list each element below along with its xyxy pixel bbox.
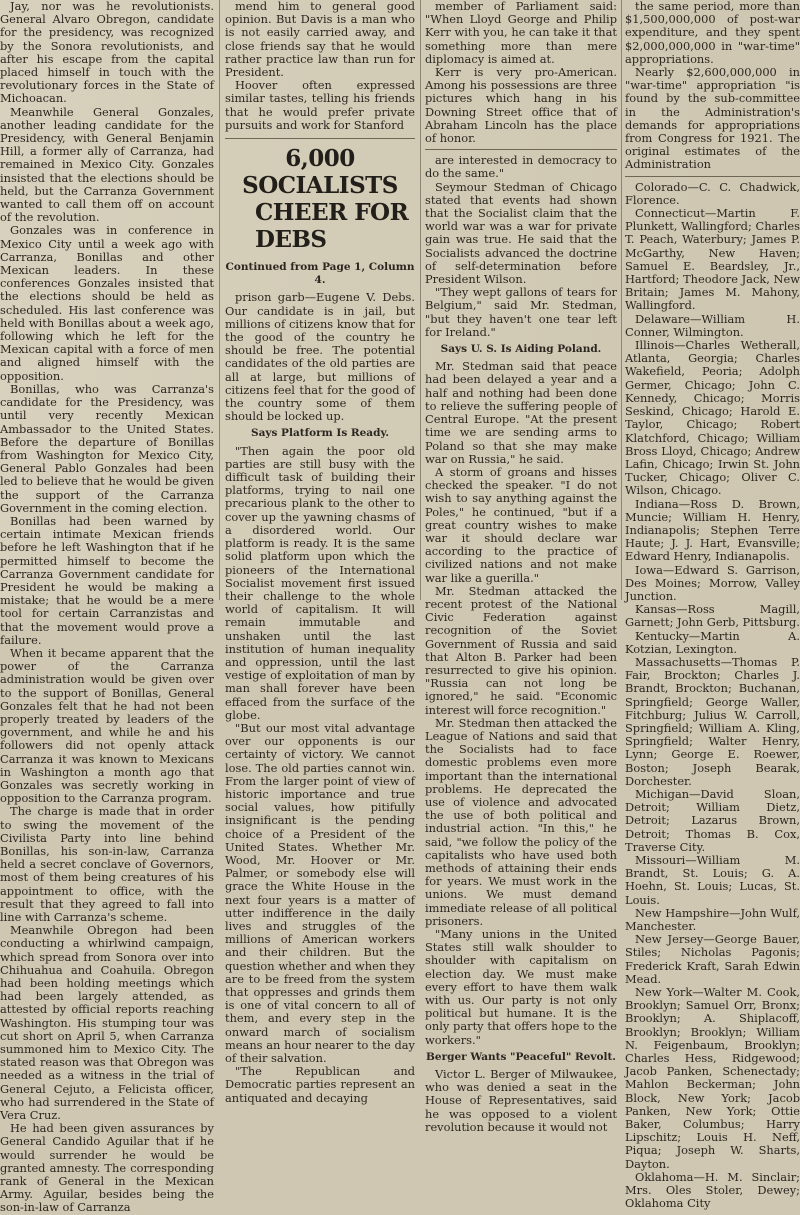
subheading: Berger Wants "Peaceful" Revolt. (426, 1050, 616, 1063)
delegate-list-entry: Massachusetts—Thomas P. Fair, Brockton; Charles J. Brandt, Brockton; Buchanan, Springfield; George Waller, Fitchburg; Julius W. Carroll, Springfield; William A. Kling, Springfield; Walter Henry, Lynn; George E. Roewer, Boston; Joseph Bearak, Dorchester. (625, 654, 800, 788)
delegate-list-entry: Delaware—William H. Conner, Wilmington. (625, 311, 800, 339)
delegate-list-entry: New York—Walter M. Cook, Brooklyn; Samuel Orr, Bronx; Brooklyn; A. Shiplacoff, Brooklyn; Brooklyn; William N. Feigenbaum, Brooklyn; Charles Hess, Ridgewood; Jacob Panken, Schenectady; Mahlon Beckerman; John Block, New York; Jacob Panken, New York; Ottie Baker, Columbus; Harry Lipschitz; Louis H. Neff, Piqua; Joseph W. Sharts, Dayton. (625, 985, 800, 1171)
column-1 (0, 0, 214, 1215)
delegate-list-entry: New Jersey—George Bauer, Stiles; Nicholas Pagonis; Frederick Kraft, Sarah Edwin Mead. (625, 932, 800, 986)
headline-line-2: CHEER FOR DEBS (255, 199, 409, 254)
article-paragraph: "They wept gallons of tears for Belgium," said Mr. Stedman, "but they haven't one tear left for Ireland." (425, 285, 617, 339)
subheading: Says U. S. Is Aiding Poland. (440, 343, 602, 356)
column-rule (621, 0, 622, 600)
delegate-list-entry: Michigan—David Sloan, Detroit; William Dietz, Detroit; Lazarus Brown, Detroit; Thomas B. Cox, Traverse City. (625, 786, 800, 854)
article-paragraph: "But our most vital advantage over our opponents is our certainty of victory. We cannot lose. The old parties cannot win. From the larger point of view of historic importance and true social values, how pitifully insignificant is the pending choice of a President of the United States. Whether Mr. Wood, Mr. Hoover or Mr. Palmer, or somebody else will grace the White House in the next four years is a matter of utter indifference in the daily lives and struggles of the millions of American workers and their children. But the question whether and when they are to be freed from the system that oppresses and grinds them is one of vital concern to all of them, and every step in the onward march of socialism means an hour nearer to the day of their salvation. (225, 720, 415, 1066)
article-paragraph: A storm of groans and hisses checked the speaker. "I do not wish to say anything against the Poles," he continued, "but if a great country wishes to make war it should declare war according to the practice of civilized nations and not make war like a guerilla." (425, 464, 617, 585)
article-paragraph: Victor L. Berger of Milwaukee, who was denied a seat in the House of Representatives, said he was opposed to a violent revolution because it would not (425, 1067, 617, 1134)
column-1-paragraph: Bonillas had been warned by certain intimate Mexican friends before he left Washington that if he permitted himself to become the Carranza Government candidate for President he would be making a mistake; that he would be a mere tool for certain Carranzistas and that the movement would prove a failure. (0, 513, 214, 647)
column-3 (425, 0, 617, 1134)
column-1-paragraph: The charge is made that in order to swing the movement of the Civilista Party into line behind Bonillas, his son-in-law, Carranza held a secret conclave of Governors, most of them being creatures of his appointment to office, with the result that they agreed to fall into line with Carranza's scheme. (0, 804, 214, 925)
subheading: Says Platform Is Ready. (251, 427, 389, 440)
column-rule (219, 0, 220, 600)
article-paragraph: "Many unions in the United States still walk shoulder to shoulder with capitalism on election day. We must make every effort to have them walk with us. Our party is not only political but humane. It is the only party that offers hope to the workers." (425, 927, 617, 1047)
column-4-top-paragraph: the same period, more than $1,500,000,000 of post-war expenditure, and they spent $2,000,000,000 in "war-time" appropriations. (625, 0, 800, 66)
column-1-paragraph: He had been given assurances by General Candido Aguilar that if he would surrender he would be granted amnesty. The corresponding rank of General in the Mexican Army. Aguilar, besides being the son-in-law of Carranza (0, 1121, 214, 1215)
delegate-list-entry: Colorado—C. C. Chadwick, Florence. (625, 179, 800, 207)
delegate-list-entry: Iowa—Edward S. Garrison, Des Moines; Morrow, Valley Junction. (625, 562, 800, 603)
delegate-list-entry: Indiana—Ross D. Brown, Muncie; William H. Henry, Indianapolis; Stephen Terre Haute; J. J. Hart, Evansville; Edward Henry, Indianapolis. (625, 496, 800, 564)
column-1-paragraph: Meanwhile General Gonzales, another leading candidate for the Presidency, with General Benjamin Hill, a former ally of Carranza, had remained in Mexico City. Gonzales insisted that the elections should be held, but the Carranza Government wanted to call them off on account of the revolution. (0, 104, 214, 225)
column-2-top-paragraph: Hoover often expressed similar tastes, telling his friends that he would prefer private pursuits and work for Stanford (225, 78, 415, 132)
article-paragraph: "The Republican and Democratic parties represent an antiquated and decaying (225, 1064, 415, 1105)
column-1-paragraph: Gonzales was in conference in Mexico City until a week ago with Carranza, Bonillas and other Mexican leaders. In these conferences Gonzales insisted that the elections should be held as scheduled. His last conference was held with Bonillas about a week ago, following which he left for the Mexican capital with a force of men and aligned himself with the opposition. (0, 223, 214, 383)
headline-rule (225, 138, 415, 139)
column-2-top-paragraph: mend him to general good opinion. But Davis is a man who is not easily carried away, and close friends say that he would rather practice law than run for President. (225, 0, 415, 80)
column-1-paragraph: Meanwhile Obregon had been conducting a whirlwind campaign, which spread from Sonora over into Chihuahua and Coahuila. Obregon had been holding meetings which had been largely attended, as attested by official reports reaching Washington. His stumping tour was cut short on April 5, when Carranza summoned him to Mexico City. The stated reason was that Obregon was needed as a witness in the trial of General Cejuto, a Felicista officer, who had surrendered in the State of Vera Cruz. (0, 923, 214, 1123)
article-paragraph: are interested in democracy to do the same." (425, 153, 617, 181)
delegate-list-entry: Kansas—Ross Magill, Garnett; John Gerb, Pittsburg. (625, 602, 800, 630)
article-paragraph: Mr. Stedman said that peace had been delayed a year and a half and nothing had been done to relieve the suffering people of Central Europe. "At the present time we are sending arms to Poland so that she may make war on Russia," he said. (425, 359, 617, 466)
column-3-top-paragraph: Kerr is very pro-American. Among his possessions are three pictures which hang in his Downing Street office that of Abraham Lincoln has the place of honor. (425, 65, 617, 146)
article-rule (625, 176, 800, 177)
article-paragraph: Mr. Stedman attacked the recent protest of the National Civic Federation against recognition of the Soviet Government of Russia and said that Alton B. Parker had been resurrected to give his opinion. "Russia can not long be ignored," he said. "Economic interest will force recognition." (425, 583, 617, 717)
article-paragraph: Mr. Stedman then attacked the League of Nations and said that the Socialists had to face domestic problems even more important than the international problems. He deprecated the use of violence and advocated the use of both political and industrial action. "In this," he said, "we follow the policy of the capitalists who have used both methods of attaining their ends for years. We must work in the unions. We must demand immediate release of all political prisoners. (425, 715, 617, 928)
article-rule (425, 149, 617, 150)
column-4 (625, 0, 800, 1211)
column-1-paragraph: Jay, nor was he revolutionists. General Alvaro Obregon, candidate for the presidency, was recognized by the Sonora revolutionists, and after his escape from the capital placed himself in touch with the revolutionary forces in the State of Michoacan. (0, 0, 214, 106)
article-paragraph: "Then again the poor old parties are still busy with the difficult task of building their platforms, trying to nail one precarious plank to the other to cover up the yawning chasms of a disordered world. Our platform is ready. It is the same solid platform upon which the pioneers of the International Socialist movement first issued their challenge to the whole world of capitalism. It will remain immutable and unshaken until the last institution of human inequality and oppression, until the last vestige of exploitation of man by man shall forever have been effaced from the surface of the globe. (225, 443, 415, 722)
column-4-top-paragraph: Nearly $2,600,000,000 in "war-time" appropriation "is found by the sub-committee in the Administration's demands for appropriations from Congress for 1921. The original estimates of the Administration (625, 65, 800, 172)
delegate-list-entry: Missouri—William M. Brandt, St. Louis; G. A. Hoehn, St. Louis; Lucas, St. Louis. (625, 853, 800, 907)
headline-line-1: 6,000 SOCIALISTS (242, 145, 398, 200)
delegate-list-entry: Connecticut—Martin F. Plunkett, Wallingford; Charles T. Peach, Waterbury; James P. McGarthy, New Haven; Samuel E. Beardsley, Jr., Hartford; Theodore Jack, New Britain; James M. Mahony, Wallingford. (625, 206, 800, 313)
column-1-paragraph: Bonillas, who was Carranza's candidate for the Presidency, was until very recently Mexican Ambassador to the United States. Before the departure of Bonillas from Washington for Mexico City, General Pablo Gonzales had been led to believe that he would be given the support of the Carranza Government in the coming election. (0, 381, 214, 515)
delegate-list-entry: Oklahoma—H. M. Sinclair; Mrs. Oles Stoler, Dewey; Oklahoma City (625, 1169, 800, 1211)
column-3-top-paragraph: member of Parliament said: "When Lloyd George and Philip Kerr with you, he can take it that something more than mere diplomacy is aimed at. (425, 0, 617, 66)
headline (225, 145, 415, 253)
article-paragraph: Seymour Stedman of Chicago stated that events had shown that the Socialist claim that the world war was a war for private gain was true. He said that the Socialists advanced the doctrine of self-determination before President Wilson. (425, 179, 617, 287)
delegate-list-entry: Illinois—Charles Wetherall, Atlanta, Georgia; Charles Wakefield, Peoria; Adolph Germer, Chicago; John C. Kennedy, Chicago; Morris Seskind, Chicago; Harold E. Taylor, Chicago; Robert Klatchford, Chicago; William Bross Lloyd, Chicago; Andrew Lafin, Chicago; Irwin St. John Tucker, Chicago; Oliver C. Wilson, Chicago. (625, 338, 800, 498)
delegate-list-entry: Kentucky—Martin A. Kotzian, Lexington. (625, 628, 800, 656)
continued-line: Continued from Page 1, Column 4. (225, 261, 415, 287)
column-2 (225, 0, 415, 1105)
article-paragraph: prison garb—Eugene V. Debs. Our candidate is in jail, but millions of citizens know that for the good of the country he should be free. The potential candidates of the old parties are all at large, but millions of citizens feel that for the good of the country some of them should be locked up. (225, 290, 415, 424)
column-1-paragraph: When it became apparent that the power of the Carranza administration would be given over to the support of Bonillas, General Gonzales felt that he had not been properly treated by leaders of the government, and while he and his followers did not openly attack Carranza it was known to Mexicans in Washington a month ago that Gonzales was secretly working in opposition to the Carranza program. (0, 645, 214, 806)
column-rule (420, 0, 421, 600)
delegate-list-entry: New Hampshire—John Wulf, Manchester. (625, 905, 800, 934)
